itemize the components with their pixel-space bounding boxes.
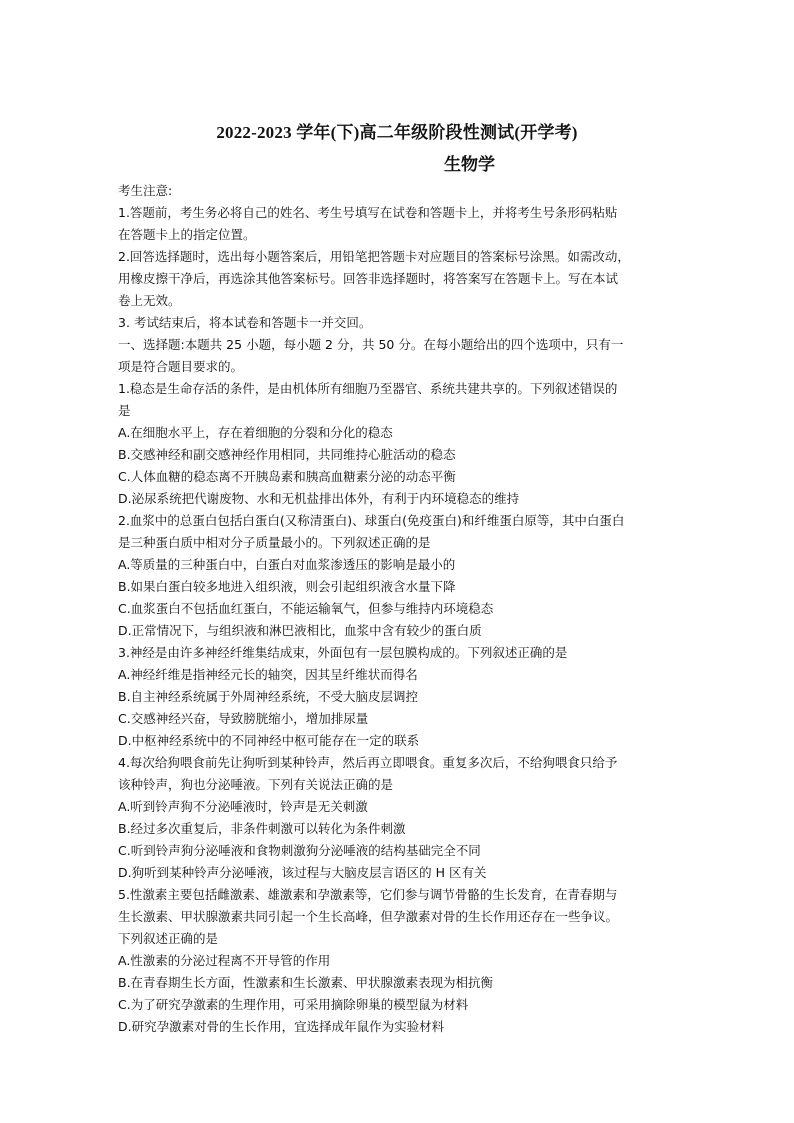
option-line: A.等质量的三种蛋白中，白蛋白对血浆渗透压的影响是最小的	[118, 557, 456, 572]
option-line: C.交感神经兴奋，导致膀胱缩小，增加排尿量	[118, 711, 369, 726]
option-line: D.研究孕激素对骨的生长作用，宜选择成年鼠作为实验材料	[118, 1019, 445, 1034]
option-line: D.正常情况下，与组织液和淋巴液相比，血浆中含有较少的蛋白质	[118, 623, 482, 638]
question-stem: 5.性激素主要包括雌激素、雄激素和孕激素等，它们参与调节骨骼的生长发育，在青春期与	[118, 887, 618, 902]
option-line: D.狗听到某种铃声分泌唾液，该过程与大脑皮层言语区的 H 区有关	[118, 865, 487, 880]
option-line: D.泌尿系统把代谢废物、水和无机盐排出体外，有利于内环境稳态的维持	[118, 491, 520, 506]
exam-title: 2022-2023 学年(下)高二年级阶段性测试(开学考)	[216, 123, 578, 142]
text-line: 用橡皮擦干净后，再选涂其他答案标号。回答非选择题时，将答案写在答题卡上。写在本试	[118, 271, 619, 286]
option-line: A.听到铃声狗不分泌唾液时，铃声是无关刺激	[118, 799, 368, 814]
question-stem: 下列叙述正确的是	[118, 931, 219, 946]
text-line: 1.答题前，考生务必将自己的姓名、考生号填写在试卷和答题卡上，并将考生号条形码粘贴	[118, 205, 618, 220]
question-stem: 生长激素、甲状腺激素共同引起一个生长高峰，但孕激素对骨的生长作用还存在一些争议。	[118, 909, 619, 924]
question-stem: 3.神经是由许多神经纤维集结成束，外面包有一层包膜构成的。下列叙述正确的是	[118, 645, 568, 660]
option-line: B.自主神经系统属于外周神经系统，不受大脑皮层调控	[118, 689, 419, 704]
text-line: 2.回答选择题时，选出每小题答案后，用铅笔把答题卡对应题目的答案标号涂黑。如需改动，	[118, 249, 630, 264]
exam-body	[118, 180, 690, 1038]
question-stem: 该种铃声，狗也分泌唾液。下列有关说法正确的是	[118, 777, 394, 792]
text-line: 在答题卡上的指定位置。	[118, 227, 256, 242]
question-stem: 1.稳态是生命存活的条件，是由机体所有细胞乃至器官、系统共建共享的。下列叙述错误的	[118, 381, 618, 396]
option-line: B.在青春期生长方面，性激素和生长激素、甲状腺激素表现为相抗衡	[118, 975, 494, 990]
option-line: C.听到铃声狗分泌唾液和食物刺激狗分泌唾液的结构基础完全不同	[118, 843, 481, 858]
option-line: A.在细胞水平上，存在着细胞的分裂和分化的稳态	[118, 425, 393, 440]
option-line: B.如果白蛋白较多地进入组织液，则会引起组织液含水量下降	[118, 579, 456, 594]
option-line: A.神经纤维是指神经元长的轴突，因其呈纤维状而得名	[118, 667, 418, 682]
option-line: B.经过多次重复后，非条件刺激可以转化为条件刺激	[118, 821, 406, 836]
option-line: C.人体血糖的稳态离不开胰岛素和胰高血糖素分泌的动态平衡	[118, 469, 456, 484]
text-line: 卷上无效。	[118, 293, 181, 308]
question-stem: 2.血浆中的总蛋白包括白蛋白(又称清蛋白)、球蛋白(免疫蛋白)和纤维蛋白原等，其中白蛋白	[118, 513, 625, 528]
text-line: 一、选择题:本题共 25 小题，每小题 2 分，共 50 分。在每小题给出的四个选项中，只有一	[118, 337, 624, 352]
question-stem: 是	[118, 403, 131, 418]
text-line: 考生注意:	[118, 183, 173, 198]
option-line: A.性激素的分泌过程离不开导管的作用	[118, 953, 331, 968]
question-stem: 4.每次给狗喂食前先让狗听到某种铃声，然后再立即喂食。重复多次后，不给狗喂食只给予	[118, 755, 618, 770]
question-stem: 是三种蛋白质中相对分子质量最小的。下列叙述正确的是	[118, 535, 431, 550]
option-line: C.为了研究孕激素的生理作用，可采用摘除卵巢的模型鼠为材料	[118, 997, 469, 1012]
option-line: B.交感神经和副交感神经作用相同，共同维持心脏活动的稳态	[118, 447, 456, 462]
text-line: 3. 考试结束后，将本试卷和答题卡一并交回。	[118, 315, 372, 330]
option-line: D.中枢神经系统中的不同神经中枢可能存在一定的联系	[118, 733, 420, 748]
subject-title: 生物学	[444, 155, 495, 174]
text-line: 项是符合题目要求的。	[118, 359, 244, 374]
option-line: C.血浆蛋白不包括血红蛋白，不能运输氧气，但参与维持内环境稳态	[118, 601, 494, 616]
